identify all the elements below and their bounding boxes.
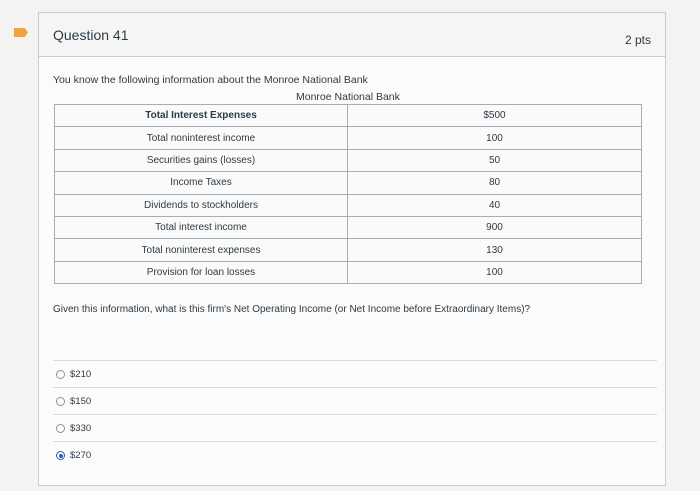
question-title: Question 41 <box>53 27 129 43</box>
row-value: 100 <box>348 261 642 283</box>
row-value: 130 <box>348 239 642 261</box>
answer-label[interactable]: $330 <box>70 423 92 434</box>
table-row <box>55 239 642 261</box>
answer-option-270[interactable] <box>53 441 657 468</box>
radio-button-selected[interactable] <box>56 451 65 460</box>
row-value: 900 <box>348 216 642 238</box>
answer-label[interactable]: $150 <box>70 396 92 407</box>
answer-label[interactable]: $210 <box>70 369 92 380</box>
row-label: Income Taxes <box>55 172 348 194</box>
row-value: 50 <box>348 149 642 171</box>
info-table <box>54 104 642 284</box>
answer-option-210[interactable] <box>53 360 657 387</box>
row-label: Total Interest Expenses <box>55 105 348 127</box>
row-value: 100 <box>348 127 642 149</box>
table-row <box>55 127 642 149</box>
table-row <box>55 105 642 127</box>
table-row <box>55 216 642 238</box>
row-label: Total noninterest expenses <box>55 239 348 261</box>
table-row <box>55 172 642 194</box>
answer-label[interactable]: $270 <box>70 450 92 461</box>
row-label: Dividends to stockholders <box>55 194 348 216</box>
answer-option-150[interactable] <box>53 387 657 414</box>
answer-option-330[interactable] <box>53 414 657 441</box>
row-value: 80 <box>348 172 642 194</box>
table-row <box>55 149 642 171</box>
row-value: 40 <box>348 194 642 216</box>
row-label: Total noninterest income <box>55 127 348 149</box>
row-label: Securities gains (losses) <box>55 149 348 171</box>
row-label: Total interest income <box>55 216 348 238</box>
flag-icon[interactable] <box>14 28 28 37</box>
row-label: Provision for loan losses <box>55 261 348 283</box>
question-intro: You know the following information about the Monroe National Bank <box>53 74 368 86</box>
answer-list <box>53 360 657 468</box>
table-caption: Monroe National Bank <box>296 91 400 103</box>
table-row <box>55 194 642 216</box>
row-value: $500 <box>348 105 642 127</box>
radio-button[interactable] <box>56 397 65 406</box>
question-header <box>39 13 665 57</box>
radio-button[interactable] <box>56 424 65 433</box>
question-points: 2 pts <box>624 33 651 47</box>
radio-button[interactable] <box>56 370 65 379</box>
question-prompt: Given this information, what is this firm's Net Operating Income (or Net Income before Extraordinary Items)? <box>53 304 531 315</box>
table-row <box>55 261 642 283</box>
